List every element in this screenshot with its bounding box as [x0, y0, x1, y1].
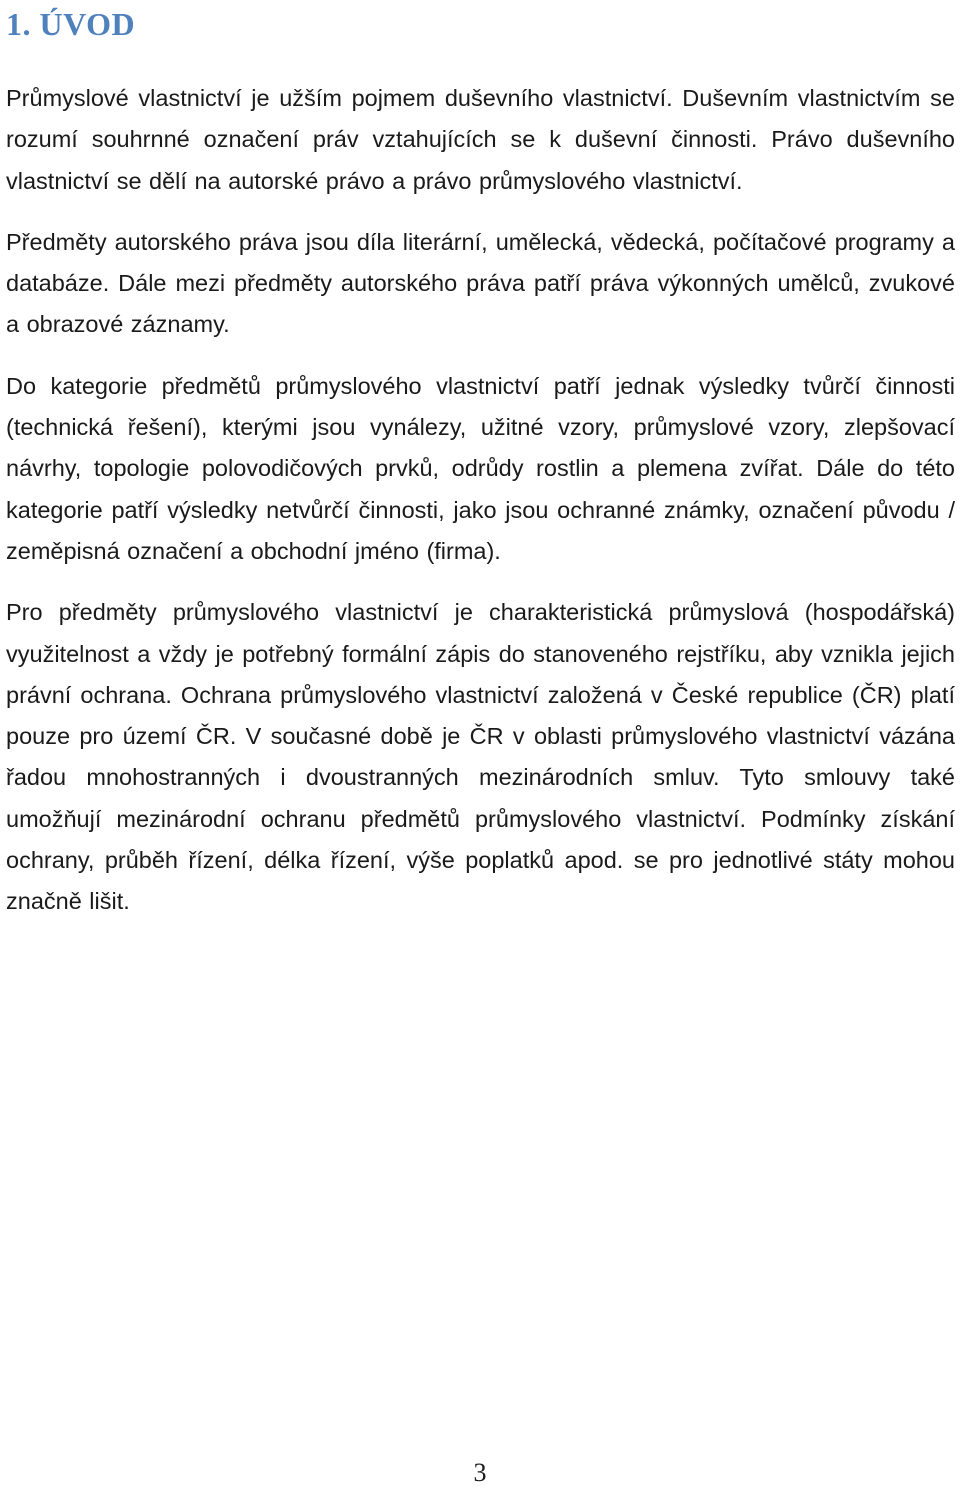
body-text: [6, 78, 955, 943]
paragraph-4: Pro předměty průmyslového vlastnictví je charakteristická průmyslová (hospodářská) využitelnost a vždy je potřebný formální zápis do stanoveného rejstříku, aby vznikla jejich právní ochrana. Ochrana průmyslového vlastnictví založená v České republice (ČR) platí pouze pro území ČR. V současné době je ČR v oblasti průmyslového vlastnictví vázána řadou mnohostranných i dvoustranných mezinárodních smluv. Tyto smlouvy také umožňují mezinárodní ochranu předmětů průmyslového vlastnictví. Podmínky získání ochrany, průběh řízení, délka řízení, výše poplatků apod. se pro jednotlivé státy mohou značně lišit.: [6, 599, 955, 915]
paragraph-3: Do kategorie předmětů průmyslového vlastnictví patří jednak výsledky tvůrčí činnosti (technická řešení), kterými jsou vynálezy, užitné vzory, průmyslové vzory, zlepšovací návrhy, topologie polovodičových prvků, odrůdy rostlin a plemena zvířat. Dále do této kategorie patří výsledky netvůrčí činnosti, jako jsou ochranné známky, označení původu / zeměpisná označení a obchodní jméno (firma).: [6, 372, 955, 564]
paragraph-2: Předměty autorského práva jsou díla literární, umělecká, vědecká, počítačové programy a databáze. Dále mezi předměty autorského práva patří práva výkonných umělců, zvukové a obrazové záznamy.: [6, 228, 955, 338]
page-number: 3: [473, 1458, 487, 1487]
paragraph-1: Průmyslové vlastnictví je užším pojmem duševního vlastnictví. Duševním vlastnictvím se rozumí souhrnné označení práv vztahujících se k duševní činnosti. Právo duševního vlastnictví se dělí na autorské právo a právo průmyslového vlastnictví.: [6, 85, 955, 194]
section-heading: 1. ÚVOD: [6, 6, 136, 42]
